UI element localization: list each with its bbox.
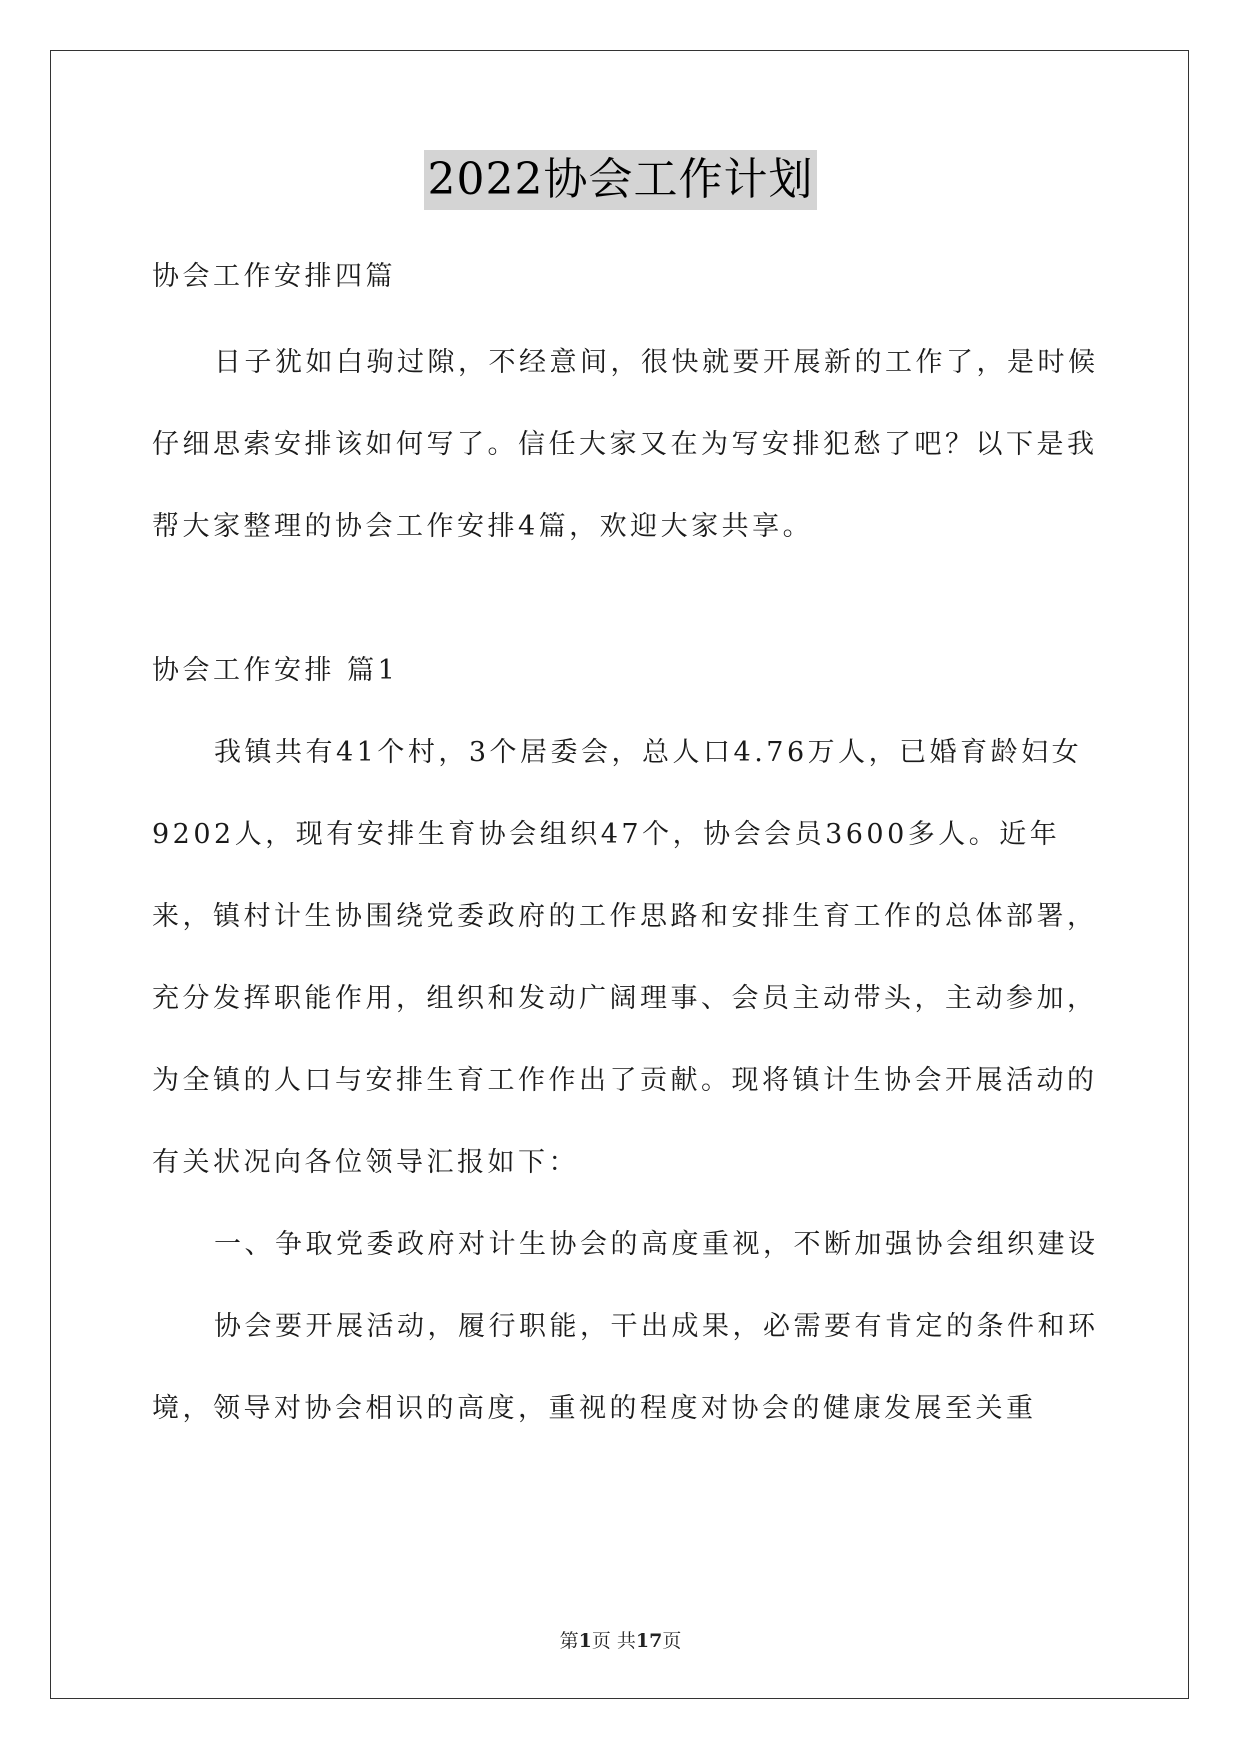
intro-paragraph: 日子犹如白驹过隙，不经意间，很快就要开展新的工作了，是时候仔细思索安排该如何写了。信任大家又在为写安排犯愁了吧？以下是我帮大家整理的协会工作安排4篇，欢迎大家共享。 <box>152 347 1099 542</box>
footer-prefix: 第 <box>559 1630 579 1652</box>
title-container <box>0 150 1241 210</box>
page-footer <box>0 1626 1241 1653</box>
footer-current-page: 1 <box>578 1630 592 1652</box>
document-title: 2022协会工作计划 <box>424 150 818 210</box>
footer-mid: 页 共 <box>591 1630 636 1652</box>
section-heading: 协会工作安排 篇1 <box>152 655 399 686</box>
subtitle: 协会工作安排四篇 <box>152 261 396 292</box>
point-heading-1: 一、争取党委政府对计生协会的高度重视，不断加强协会组织建设 <box>214 1229 1099 1260</box>
document-body <box>152 236 1102 1450</box>
footer-total-pages: 17 <box>635 1630 663 1652</box>
body-paragraph-2: 协会要开展活动，履行职能，干出成果，必需要有肯定的条件和环境，领导对协会相识的高度，重视的程度对协会的健康发展至关重 <box>152 1311 1099 1424</box>
footer-suffix: 页 <box>662 1630 682 1652</box>
body-paragraph-1: 我镇共有41个村，3个居委会，总人口4.76万人，已婚育龄妇女9202人，现有安排生育协会组织47个，协会会员3600多人。近年来，镇村计生协围绕党委政府的工作思路和安排生育工作的总体部署，充分发挥职能作用，组织和发动广阔理事、会员主动带头，主动参加，为全镇的人口与安排生育工作作出了贡献。现将镇计生协会开展活动的有关状况向各位领导汇报如下： <box>152 737 1098 1178</box>
